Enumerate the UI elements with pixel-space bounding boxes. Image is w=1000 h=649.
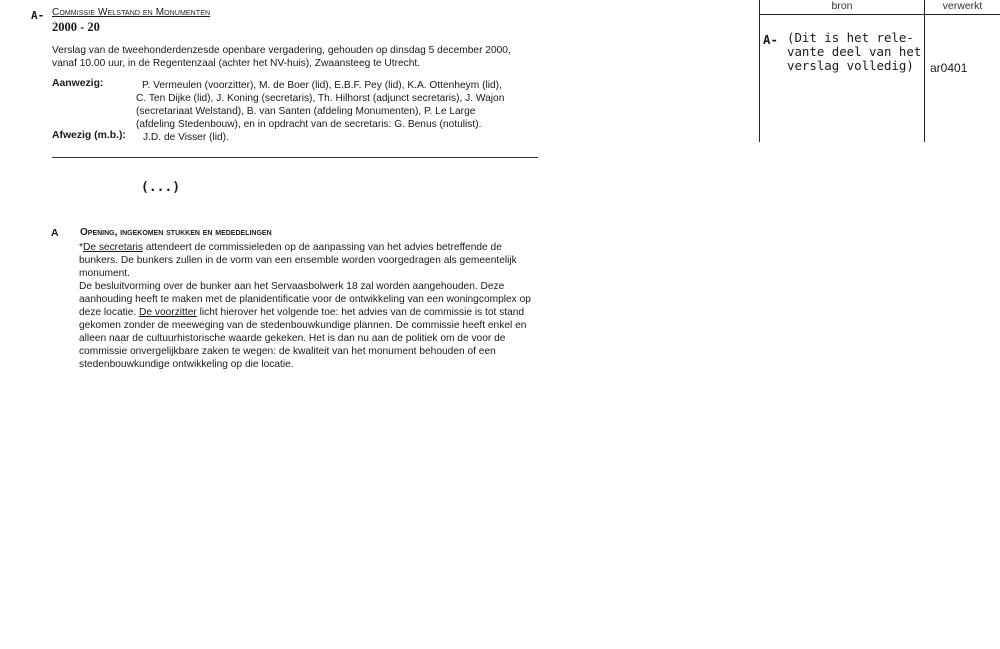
subject-voorzitter: De voorzitter [139, 307, 197, 318]
paragraph-1-rest: attendeert de commissieleden op de aanpassing van het advies betreffende de [142, 242, 502, 253]
bullet-star: * [79, 242, 83, 253]
paragraph-2-line-1: De besluitvorming over de bunker aan het Servaasbolwerk 18 zal worden aangehouden. Deze [79, 281, 505, 292]
paragraph-2-line-5: alleen naar de cultuurhistorische waarde gekeken. Het is dan nu aan de politiek om de voor de [79, 333, 506, 344]
present-line-4: (afdeling Stedenbouw), en in opdracht van de secretaris: G. Benus (notulist). [136, 119, 482, 130]
section-title: Opening, ingekomen stukken en mededelingen [80, 227, 272, 238]
margin-marker: A- [31, 9, 45, 22]
ellipsis-mark: (...) [141, 180, 181, 195]
verwerkt-code: ar0401 [930, 61, 968, 75]
present-label: Aanwezig: [52, 78, 104, 89]
paragraph-1-line-2: bunkers. De bunkers zullen in de vorm van een ensemble worden voorgedragen als gemeentelijk [79, 255, 517, 266]
section-letter: A [51, 227, 59, 239]
intro-line-2: vanaf 10.00 uur, in de Regentenzaal (achter het NV-huis), Zwaansteeg te Utrecht. [52, 58, 421, 69]
paragraph-2-line-7: stedenbouwkundige ontwikkeling op die locatie. [79, 359, 294, 370]
org-title: Commissie Welstand en Monumenten [52, 7, 211, 18]
column-header-bron: bron [831, 0, 853, 12]
side-table-divider [924, 0, 925, 142]
paragraph-1-line-1 [79, 241, 502, 254]
paragraph-2-rest: licht hierover het volgende toe: het advies van de commissie is tot stand [196, 307, 525, 318]
paragraph-2-line-6: commissie onvergelijkbare zaken te wegen: de kwaliteit van het monument behouden of een [79, 346, 496, 357]
absent-value: J.D. de Visser (lid). [143, 132, 229, 143]
intro-line-1: Verslag van de tweehonderdenzesde openbare vergadering, gehouden op dinsdag 5 december 2000, [52, 45, 511, 56]
column-header-verwerkt: verwerkt [942, 0, 983, 12]
paragraph-1-line-3: monument. [79, 268, 130, 279]
meeting-number: 2000 - 20 [52, 20, 100, 34]
side-table-left-border [759, 0, 760, 142]
present-line-1: P. Vermeulen (voorzitter), M. de Boer (lid), E.B.F. Pey (lid), K.A. Ottenheym (lid), [142, 80, 502, 91]
absent-label: Afwezig (m.b.): [52, 130, 126, 141]
paragraph-2-pre: deze locatie. [79, 307, 140, 318]
side-note-line-2: vante deel van het [787, 44, 922, 59]
side-note-line-1: (Dit is het rele- [787, 30, 914, 45]
paragraph-2-line-3 [79, 306, 524, 319]
side-table-header-rule [759, 14, 1000, 15]
present-line-3: (secretariaat Welstand), B. van Santen (afdeling Monumenten), P. Le Large [136, 106, 476, 117]
subject-secretaris: De secretaris [82, 242, 143, 253]
paragraph-2-line-4: gekomen zonder de meeweging van de stedenbouwkundige plannen. De commissie heeft enkel en [79, 320, 527, 331]
present-line-2: C. Ten Dijke (lid), J. Koning (secretaris), Th. Hilhorst (adjunct secretaris), J. Wajon [136, 93, 505, 104]
side-note-line-3: verslag volledig) [787, 58, 914, 73]
side-marker: A- [763, 32, 778, 47]
paragraph-2-line-2: aanhouding heeft te maken met de planidentificatie voor de ontwikkeling van een woningcomplex op [79, 294, 531, 305]
header-divider [52, 157, 538, 158]
